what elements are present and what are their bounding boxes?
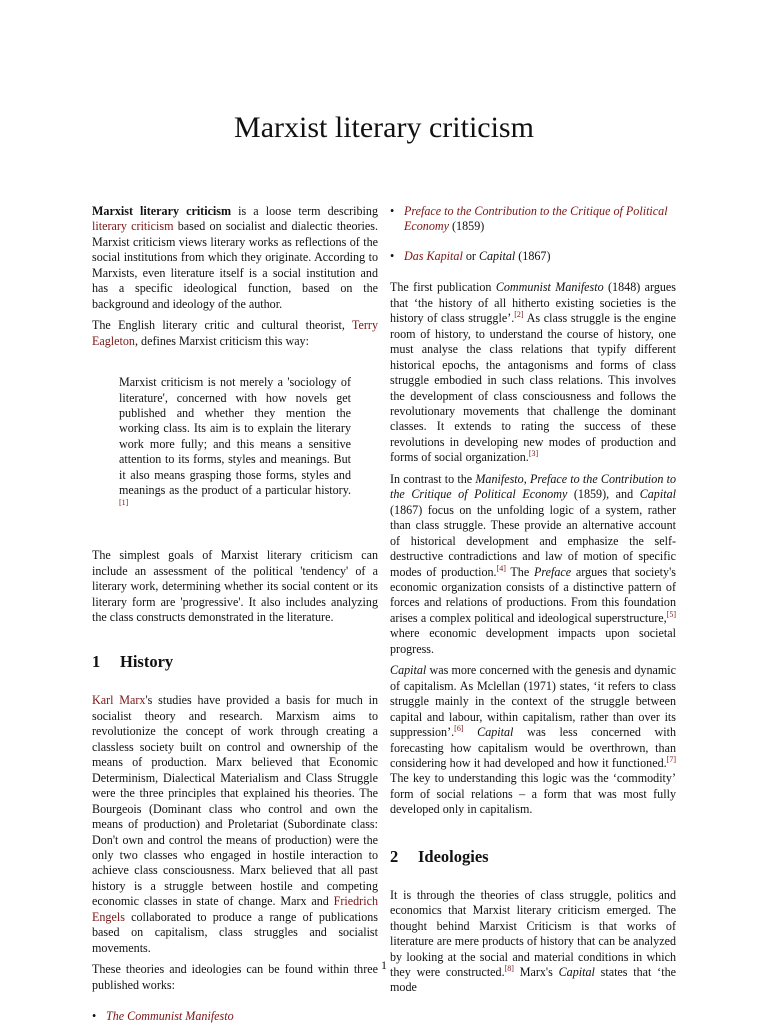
section-number: 1	[92, 652, 101, 672]
list-item	[390, 249, 676, 264]
intro-text-2: based on socialist and dialectic theories. Marxist criticism views literary works as reflections of the social institutions from which they originate. According to Marxists, even literature itself is a social institution and has a specific ideological function, based on the background and ideology of the author.	[92, 219, 378, 311]
text: was more concerned with the genesis and dynamic of capitalism. As Mclellan (1971) states, ‘it refers to class struggle mainly in the context of the struggle between capital and labour, within capitalism, rather than over its suppression’.	[390, 663, 676, 740]
contrast-paragraph	[390, 472, 676, 657]
eagleton-text-1: The English literary critic and cultural theorist,	[92, 318, 352, 333]
link-communist-manifesto[interactable]: The Communist Manifesto	[106, 1009, 234, 1024]
works-list	[92, 1009, 378, 1024]
list-item	[92, 1009, 378, 1024]
text: ,	[523, 471, 530, 486]
text: The	[505, 564, 534, 579]
italic-title: Capital	[558, 965, 595, 980]
text: (1859), and	[567, 487, 640, 502]
text: The first publication	[390, 280, 496, 295]
text: where economic development impacts upon societal progress.	[390, 626, 676, 656]
section-heading-history	[92, 651, 378, 673]
history-text-2: collaborated to produce a range of publications based on capitalism, class struggles and socialist movements.	[92, 909, 378, 955]
work-year: (1867)	[515, 248, 551, 263]
text: It is through the theories of class struggle, politics and economics that Marxist literary criticism emerged. The thought behind Marxist Criticism is that works of literature are mere products of history that can be analyzed by looking at the social and material conditions in which they were constructed.	[390, 887, 676, 980]
link-terry-eagleton[interactable]: Terry Eagleton	[92, 318, 378, 348]
italic-title: Capital	[477, 725, 514, 740]
italic-title: Capital	[639, 487, 676, 502]
link-das-kapital[interactable]: Das Kapital	[404, 248, 463, 263]
list-item	[390, 204, 676, 235]
italic-title: Communist Manifesto	[495, 280, 604, 295]
italic-title: Preface	[533, 564, 572, 579]
italic-title: Capital	[390, 663, 427, 678]
text	[464, 725, 478, 739]
section-title: History	[120, 652, 174, 672]
text: In contrast to the	[390, 471, 476, 486]
intro-text-1: is a loose term describing	[231, 204, 378, 218]
link-literary-criticism[interactable]: literary criticism	[92, 219, 174, 234]
work-or: or	[462, 248, 479, 263]
text: Marx's	[513, 965, 559, 980]
text: argues that society's economic organization consists of a distinctive pattern of forces and relations of productions. From this foundation arises a complex political and ideological superstructure,	[390, 564, 676, 625]
text: (1848) argues that ‘the history of all hitherto existing societies is the history of class struggle’.	[390, 280, 676, 326]
eagleton-paragraph	[92, 318, 378, 349]
text: states that ‘the mode	[390, 965, 676, 995]
capital-paragraph	[390, 663, 676, 818]
citation-1[interactable]: [1]	[119, 497, 129, 507]
citation-4[interactable]: [4]	[496, 563, 506, 573]
section-title: Ideologies	[418, 846, 489, 866]
text: As class struggle is the engine room of history, to understand the course of history, one must analyse the class relations that typify different historical epochs, the antagonisms and forms of class struggle embodied in such class relations. This involves the development of class consciousness and follows the revolutionary movements that challenge the dominant classes. It extends to rating the success of these revolutions in developing new modes of production and forms of social organization.	[390, 311, 676, 465]
ideologies-paragraph	[390, 888, 676, 996]
link-friedrich-engels[interactable]: Friedrich Engels	[92, 894, 378, 924]
intro-term: Marxist literary criticism	[92, 204, 232, 218]
link-karl-marx[interactable]: Karl Marx	[92, 693, 146, 708]
left-column	[92, 204, 378, 1024]
bullet-icon: •	[92, 1009, 97, 1024]
citation-8[interactable]: [8]	[504, 964, 514, 973]
citation-2[interactable]: [2]	[514, 310, 524, 320]
work-year: (1859)	[449, 219, 485, 234]
works-list-continued	[390, 204, 676, 264]
text: The key to understanding this logic was the ‘commodity’ form of social relations – a form that was most fully developed only in capitalism.	[390, 771, 676, 817]
history-text-1: 's studies have provided a basis for much in socialist theory and research. Marxism aims to revolutionize the concept of work through creating a classless society built on control and ownership of the means of production. Marx believed that Economic Determinism, Dialectical Materialism and Class Struggle were the three principles that explained his theories. The Bourgeois (Dominant class who control and own the means of production) and Proletariat (Subordinate class: Don't own and control the means of production) were the only two classes who engaged in hostile interaction to achieve class consciousness. Marx believed that all past history is a struggle between hostile and competing economic classes in state of change. Marx and	[92, 693, 378, 909]
right-column	[390, 204, 676, 1002]
section-number: 2	[390, 846, 399, 866]
goals-paragraph: The simplest goals of Marxist literary criticism can include an assessment of the political 'tendency' of a literary work, determining whether its social content or its literary form are 'progressive'. It also includes analyzing the class constructs demonstrated in the literature.	[92, 548, 378, 624]
eagleton-text-2: , defines Marxist criticism this way:	[134, 333, 309, 348]
quote-text: Marxist criticism is not merely a 'sociology of literature', concerned with how novels get published and whether they mention the working class. Its aim is to explain the literary work more fully; and this means a sensitive attention to its forms, styles and meanings. But it also means grasping those forms, styles and meanings as the product of a particular history.	[119, 375, 351, 498]
section-heading-ideologies	[390, 846, 676, 868]
history-paragraph	[92, 693, 378, 956]
works-intro-paragraph: These theories and ideologies can be found within three published works:	[92, 962, 378, 992]
text: was less concerned with forecasting how capitalism would be overthrown, than considering how it had developed and how it functioned.	[390, 725, 677, 770]
intro-paragraph	[92, 204, 378, 312]
page-title: Marxist literary criticism	[234, 111, 534, 144]
italic-title: Manifesto	[475, 471, 524, 486]
first-publication-paragraph	[390, 280, 676, 465]
citation-7[interactable]: [7]	[666, 754, 676, 764]
work-capital: Capital	[478, 248, 516, 263]
text: (1867) focus on the unfolding logic of a system, rather than class struggle. These provide an alternative account of historical development and emphasize the self-destructive contradictions and law of motion of specific modes of production.	[390, 502, 676, 579]
italic-title: Preface to the Contribution to the Critique of Political Economy	[390, 471, 676, 502]
bullet-icon: •	[390, 248, 395, 263]
link-preface-critique[interactable]: Preface to the Contribution to the Critique of Political Economy	[404, 204, 668, 234]
block-quote	[119, 375, 351, 514]
citation-6[interactable]: [6]	[454, 724, 464, 734]
page-number: 1	[381, 958, 387, 972]
bullet-icon: •	[390, 204, 395, 218]
citation-5[interactable]: [5]	[666, 609, 676, 619]
citation-3[interactable]: [3]	[528, 449, 539, 459]
